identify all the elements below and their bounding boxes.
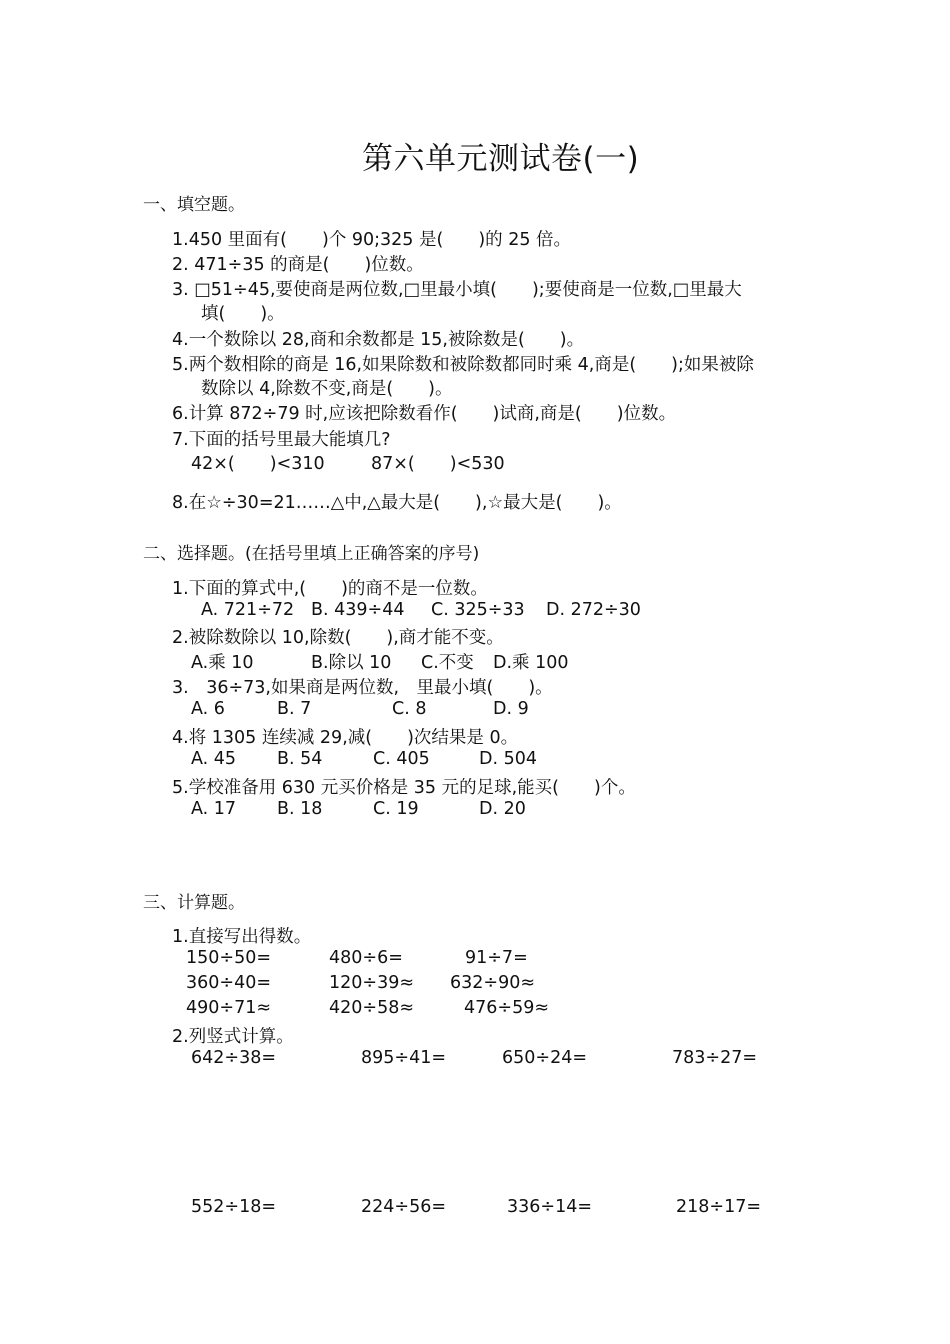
s3-q1: 1.直接写出得数。 — [172, 927, 312, 947]
s2-q5: 5.学校准备用 630 元买价格是 35 元的足球,能买( )个。 — [172, 778, 636, 798]
s2-q2-opt-a: A.乘 10 — [191, 653, 254, 673]
s2-q3-opt-c: C. 8 — [392, 699, 427, 719]
s2-q5-opt-c: C. 19 — [373, 799, 419, 819]
s3-calc-1-3: 91÷7= — [465, 948, 528, 968]
page-title: 第六单元测试卷(一) — [362, 141, 640, 177]
s2-q4-opt-d: D. 504 — [479, 749, 538, 769]
s3-vert-1-1: 642÷38= — [191, 1048, 276, 1068]
s2-q1: 1.下面的算式中,( )的商不是一位数。 — [172, 579, 488, 599]
s2-q1-opt-b: B. 439÷44 — [311, 600, 405, 620]
s2-q2-opt-c: C.不变 — [421, 653, 474, 673]
s2-q3-opt-b: B. 7 — [277, 699, 312, 719]
s2-q4: 4.将 1305 连续减 29,减( )次结果是 0。 — [172, 728, 519, 748]
s1-q5-line1: 5.两个数相除的商是 16,如果除数和被除数都同时乘 4,商是( );如果被除 — [172, 355, 754, 375]
s3-calc-3-2: 420÷58≈ — [329, 998, 414, 1018]
s2-q4-opt-b: B. 54 — [277, 749, 323, 769]
s3-calc-3-1: 490÷71≈ — [186, 998, 271, 1018]
s3-calc-2-3: 632÷90≈ — [450, 973, 535, 993]
s2-q2: 2.被除数除以 10,除数( ),商才能不变。 — [172, 628, 504, 648]
s2-q2-opt-d: D.乘 100 — [493, 653, 569, 673]
s1-q3-line2: 填( )。 — [201, 304, 285, 324]
s2-q1-opt-a: A. 721÷72 — [201, 600, 295, 620]
s1-q5-line2: 数除以 4,除数不变,商是( )。 — [201, 379, 453, 399]
s3-vert-1-3: 650÷24= — [502, 1048, 587, 1068]
s2-q3-opt-d: D. 9 — [493, 699, 529, 719]
s1-q3-line1: 3. □51÷45,要使商是两位数,□里最小填( );要使商是一位数,□里最大 — [172, 280, 742, 300]
s2-q1-opt-c: C. 325÷33 — [431, 600, 525, 620]
s3-vert-2-1: 552÷18= — [191, 1197, 276, 1217]
s1-q7-b: 87×( )<530 — [371, 454, 505, 474]
s3-vert-1-2: 895÷41= — [361, 1048, 446, 1068]
section-1-heading: 一、填空题。 — [143, 195, 245, 215]
s2-q5-opt-a: A. 17 — [191, 799, 237, 819]
s1-q7-a: 42×( )<310 — [191, 454, 325, 474]
s2-q4-opt-a: A. 45 — [191, 749, 237, 769]
s2-q5-opt-d: D. 20 — [479, 799, 526, 819]
s1-q1: 1.450 里面有( )个 90;325 是( )的 25 倍。 — [172, 230, 572, 250]
s3-vert-1-4: 783÷27= — [672, 1048, 757, 1068]
s1-q4: 4.一个数除以 28,商和余数都是 15,被除数是( )。 — [172, 330, 585, 350]
s3-calc-1-2: 480÷6= — [329, 948, 403, 968]
s1-q7: 7.下面的括号里最大能填几? — [172, 430, 391, 450]
s3-calc-2-1: 360÷40= — [186, 973, 271, 993]
section-2-heading: 二、选择题。(在括号里填上正确答案的序号) — [143, 544, 480, 564]
s3-calc-3-3: 476÷59≈ — [464, 998, 549, 1018]
s3-calc-2-2: 120÷39≈ — [329, 973, 414, 993]
s3-vert-2-3: 336÷14= — [507, 1197, 592, 1217]
s1-q2: 2. 471÷35 的商是( )位数。 — [172, 255, 424, 275]
s3-calc-1-1: 150÷50= — [186, 948, 271, 968]
section-3-heading: 三、计算题。 — [143, 893, 245, 913]
s2-q3-opt-a: A. 6 — [191, 699, 225, 719]
s2-q2-opt-b: B.除以 10 — [311, 653, 392, 673]
s3-q2: 2.列竖式计算。 — [172, 1027, 294, 1047]
s3-vert-2-4: 218÷17= — [676, 1197, 761, 1217]
s2-q3: 3. 36÷73,如果商是两位数, 里最小填( )。 — [172, 678, 553, 698]
s1-q6: 6.计算 872÷79 时,应该把除数看作( )试商,商是( )位数。 — [172, 404, 677, 424]
s2-q4-opt-c: C. 405 — [373, 749, 430, 769]
s2-q1-opt-d: D. 272÷30 — [546, 600, 641, 620]
s3-vert-2-2: 224÷56= — [361, 1197, 446, 1217]
s1-q8: 8.在☆÷30=21……△中,△最大是( ),☆最大是( )。 — [172, 493, 622, 513]
s2-q5-opt-b: B. 18 — [277, 799, 323, 819]
